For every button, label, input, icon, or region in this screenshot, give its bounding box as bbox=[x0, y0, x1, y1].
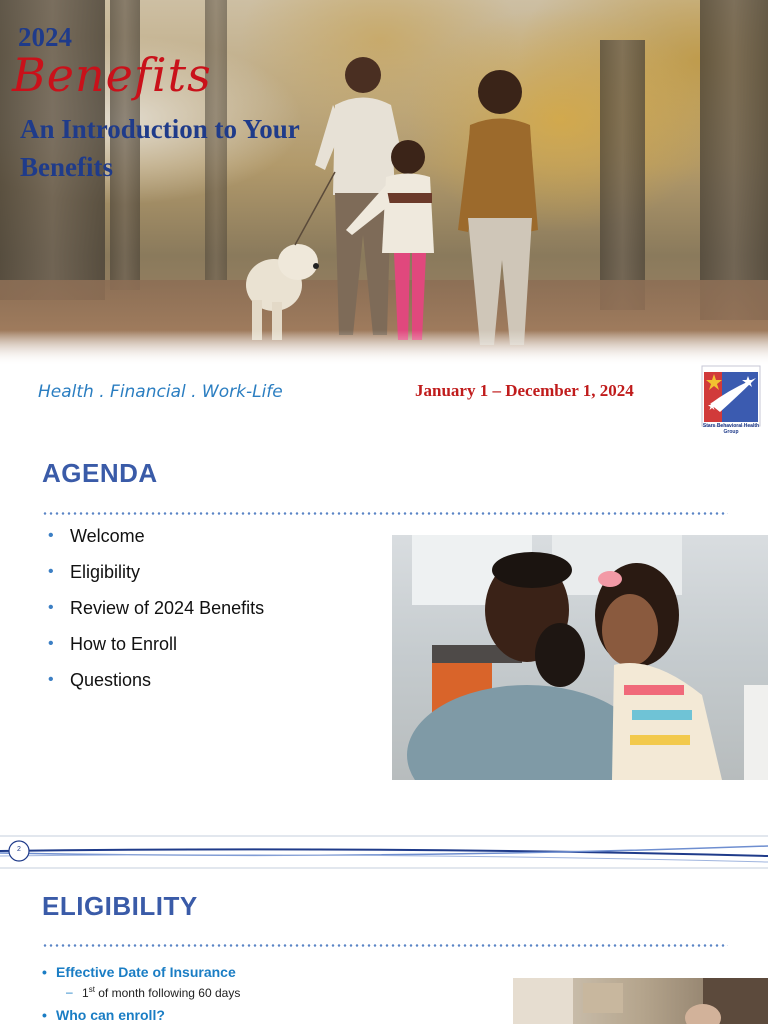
bullet-icon: • bbox=[42, 1007, 47, 1023]
dash-icon: – bbox=[66, 985, 73, 999]
agenda-title: AGENDA bbox=[42, 458, 158, 488]
bullet-icon: • bbox=[48, 671, 54, 688]
cover-subtitle: An Introduction to Your Benefits bbox=[20, 114, 300, 182]
list-item: • Review of 2024 Benefits bbox=[48, 598, 265, 618]
list-item: • Effective Date of Insurance bbox=[42, 964, 240, 985]
eligibility-photo bbox=[513, 978, 768, 1024]
eligibility-list bbox=[42, 964, 240, 1024]
cover-year: 2024 bbox=[18, 22, 72, 52]
eligibility-dotted-rule bbox=[42, 944, 728, 947]
list-subitem: – 1st of month following 60 days bbox=[42, 985, 240, 1007]
cover-title: Benefits bbox=[12, 48, 212, 102]
list-item: • Welcome bbox=[48, 526, 145, 546]
bullet-icon: • bbox=[48, 563, 54, 580]
logo-text: Stars Behavioral Health Group bbox=[702, 423, 760, 435]
eligibility-title: ELIGIBILITY bbox=[42, 891, 198, 921]
cover-dates: January 1 – December 1, 2024 bbox=[415, 381, 634, 400]
list-item: • Questions bbox=[48, 670, 152, 690]
bullet-icon: • bbox=[48, 527, 54, 544]
cover-tagline: Health . Financial . Work-Life bbox=[38, 382, 283, 402]
list-item: • How to Enroll bbox=[48, 634, 178, 654]
company-logo bbox=[700, 364, 762, 430]
agenda-dotted-rule bbox=[42, 512, 728, 515]
page-number: 2 bbox=[17, 846, 21, 853]
bullet-icon: • bbox=[48, 599, 54, 616]
agenda-list bbox=[48, 526, 264, 706]
mother-figure bbox=[450, 70, 550, 355]
bullet-icon: • bbox=[48, 635, 54, 652]
slide-divider bbox=[0, 832, 768, 870]
cover-photo bbox=[0, 0, 768, 365]
agenda-photo bbox=[392, 535, 768, 780]
list-item: • Who can enroll? bbox=[42, 1007, 240, 1024]
child-figure bbox=[338, 135, 458, 350]
list-item: • Eligibility bbox=[48, 562, 141, 582]
bullet-icon: • bbox=[42, 964, 47, 980]
